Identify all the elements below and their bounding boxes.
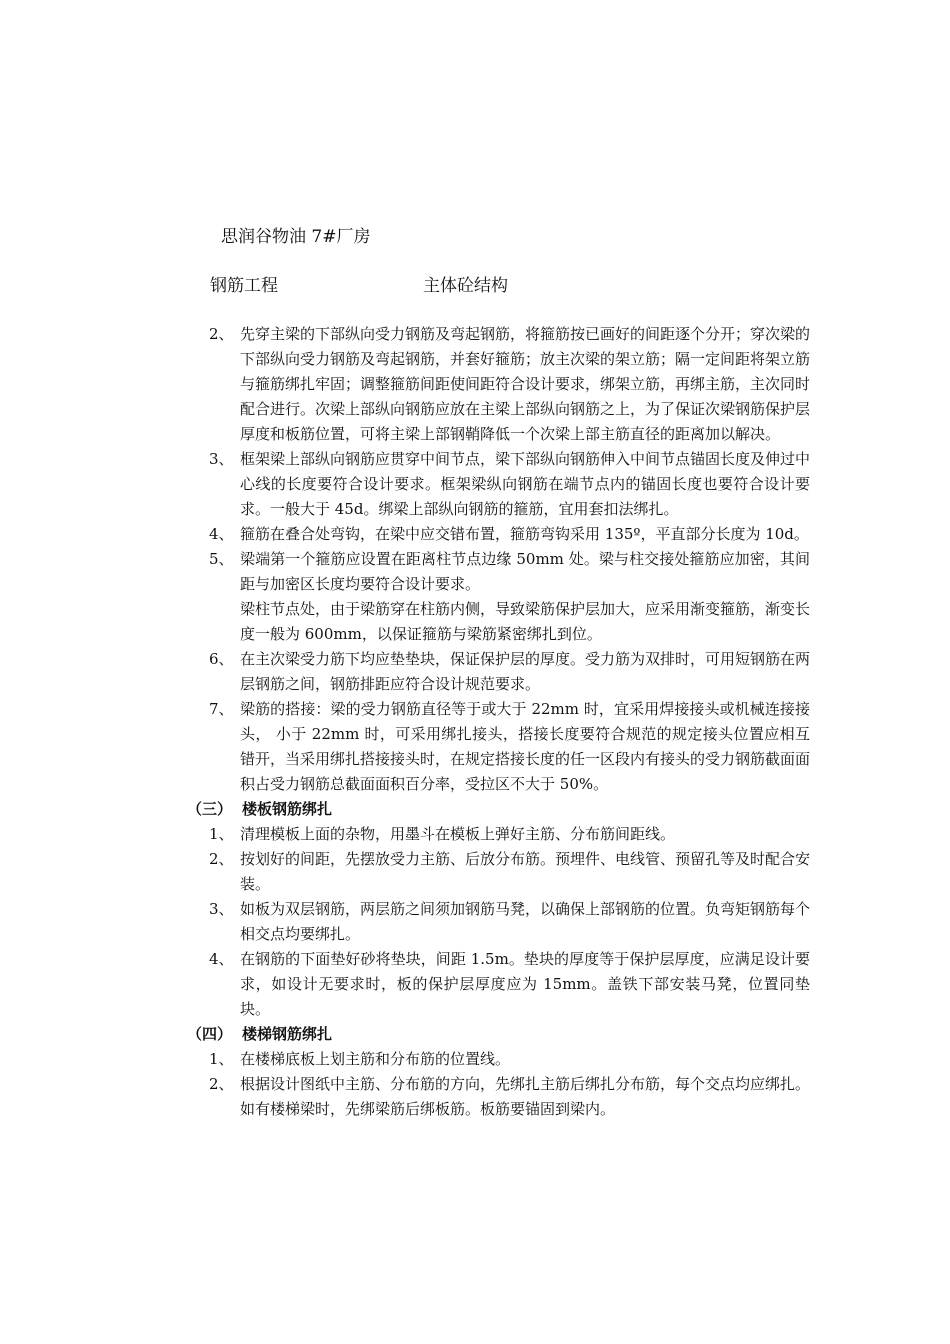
section-heading: [187, 797, 950, 822]
item-text: 框架梁上部纵向钢筋应贯穿中间节点，梁下部纵向钢筋伸入中间节点锚固长度及伸过中心线的长度要符合设计要求。框架梁纵向钢筋在端节点内的锚固长度也要符合设计要求。一般大于 45d。绑梁上部纵向钢筋的箍筋，宜用套扣法绑扎。: [240, 450, 811, 518]
section-title: 楼板钢筋绑扎: [242, 800, 333, 818]
item-text: 梁筋的搭接：梁的受力钢筋直径等于或大于 22mm 时，宜采用焊接接头或机械连接接头， 小于 22mm 时，可采用绑扎接头，搭接长度要符合规范的规定接头位置应相互错开，当采用绑扎搭接接头时，在规定搭接长度的任一区段内有接头的受力钢筋截面面积占受力钢筋总截面面积百分率，受拉区不大于 50%。: [240, 700, 811, 793]
list-item: [209, 947, 810, 1022]
list-item: [209, 522, 810, 547]
item-number: 3、: [209, 450, 234, 468]
list-item: [209, 447, 811, 522]
subcategory-label: 主体砼结构: [423, 276, 508, 296]
list-item: [209, 1072, 811, 1122]
project-title: 思润谷物油 7#厂房: [221, 227, 371, 247]
list-item: [209, 897, 811, 947]
section-title: 楼梯钢筋绑扎: [242, 1025, 333, 1043]
list-item: [209, 847, 811, 897]
item-number: 2、: [209, 1075, 234, 1093]
item-number: 6、: [209, 650, 234, 668]
item-number: 1、: [209, 1050, 234, 1068]
section-number: （三）: [187, 800, 233, 818]
beam-note-paragraph: 梁柱节点处，由于梁筋穿在柱筋内侧，导致梁筋保护层加大，应采用渐变箍筋，渐变长度一般为 600mm，以保证箍筋与梁筋紧密绑扎到位。: [240, 600, 811, 643]
section-number: （四）: [187, 1025, 233, 1043]
item-text: 在钢筋的下面垫好砂将垫块，间距 1.5m。垫块的厚度等于保护层厚度，应满足设计要求，如设计无要求时，板的保护层厚度应为 15mm。盖铁下部安装马凳，位置同垫块。: [240, 950, 810, 1018]
item-number: 3、: [209, 900, 234, 918]
item-number: 4、: [209, 525, 234, 543]
category-label: 钢筋工程: [210, 276, 278, 296]
item-text: 箍筋在叠合处弯钩，在梁中应交错布置，箍筋弯钩采用 135º，平直部分长度为 10d。: [240, 525, 809, 543]
list-item: [209, 822, 810, 847]
item-text: 在主次梁受力筋下均应垫垫块，保证保护层的厚度。受力筋为双排时，可用短钢筋在两层钢筋之间，钢筋排距应符合设计规范要求。: [240, 650, 811, 693]
list-item: [209, 547, 810, 597]
item-text: 在楼梯底板上划主筋和分布筋的位置线。: [240, 1050, 511, 1068]
list-item: [209, 322, 811, 447]
item-text: 先穿主梁的下部纵向受力钢筋及弯起钢筋，将箍筋按已画好的间距逐个分开；穿次梁的下部纵向受力钢筋及弯起钢筋，并套好箍筋；放主次梁的架立筋；隔一定间距将架立筋与箍筋绑扎牢固；调整箍筋间距使间距符合设计要求，绑架立筋，再绑主筋，主次同时配合进行。次梁上部纵向钢筋应放在主梁上部纵向钢筋之上，为了保证次梁钢筋保护层厚度和板筋位置，可将主梁上部钢鞘降低一个次梁上部主筋直径的距离加以解决。: [240, 325, 811, 443]
section-heading: [187, 1022, 950, 1047]
list-item: [209, 697, 811, 797]
item-text: 如板为双层钢筋，两层筋之间须加钢筋马凳，以确保上部钢筋的位置。负弯矩钢筋每个相交点均要绑扎。: [240, 900, 811, 943]
item-number: 5、: [209, 550, 234, 568]
document-body: [0, 322, 950, 1122]
item-number: 2、: [209, 325, 234, 343]
item-text: 梁端第一个箍筋应设置在距离柱节点边缘 50mm 处。梁与柱交接处箍筋应加密，其间距与加密区长度均要符合设计要求。: [240, 550, 810, 593]
item-text: 按划好的间距，先摆放受力主筋、后放分布筋。预埋件、电线管、预留孔等及时配合安装。: [240, 850, 811, 893]
item-text: 根据设计图纸中主筋、分布筋的方向，先绑扎主筋后绑扎分布筋，每个交点均应绑扎。如有楼梯梁时，先绑梁筋后绑板筋。板筋要锚固到梁内。: [240, 1075, 811, 1118]
list-item: [209, 1047, 810, 1072]
item-number: 7、: [209, 700, 234, 718]
item-number: 4、: [209, 950, 234, 968]
item-number: 1、: [209, 825, 234, 843]
header-row: [210, 275, 508, 297]
item-text: 清理模板上面的杂物，用墨斗在模板上弹好主筋、分布筋间距线。: [240, 825, 676, 843]
list-item: [209, 647, 811, 697]
item-number: 2、: [209, 850, 234, 868]
